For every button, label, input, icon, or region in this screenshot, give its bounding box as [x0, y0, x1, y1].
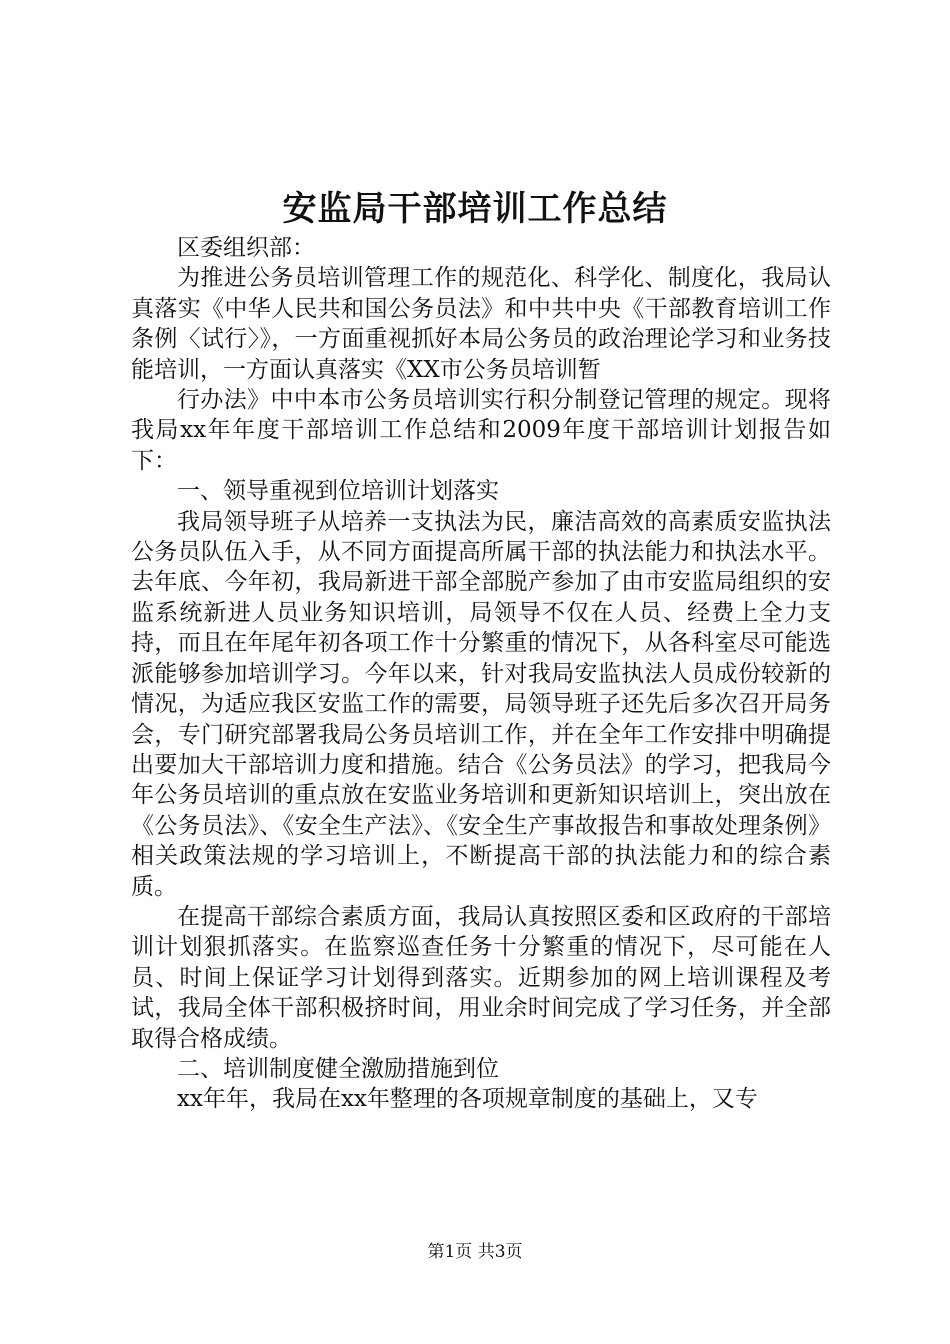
paragraph: 在提高干部综合素质方面，我局认真按照区委和区政府的干部培训计划狠抓落实。在监察巡查任务十分繁重的情况下，尽可能在人员、时间上保证学习计划得到落实。近期参加的网上培训课程及考试，我局全体干部积极挤时间，用业余时间完成了学习任务，并全部取得合格成绩。 [131, 903, 831, 1052]
paragraph: 为推进公务员培训管理工作的规范化、科学化、制度化，我局认真落实《中华人民共和国公务员法》和中共中央《干部教育培训工作条例〈试行〉》，一方面重视抓好本局公务员的政治理论学习和业务技能培训，一方面认真落实《XX市公务员培训暂 [131, 265, 831, 383]
addressee: 区委组织部： [177, 235, 315, 261]
section-heading: 一、领导重视到位培训计划落实 [177, 478, 499, 505]
paragraph: 我局领导班子从培养一支执法为民，廉洁高效的高素质安监执法公务员队伍入手，从不同方面提高所属干部的执法能力和执法水平。去年底、今年初，我局新进干部全部脱产参加了由市安监局组织的安监系统新进人员业务知识培训，局领导不仅在人员、经费上全力支持，而且在年尾年初各项工作十分繁重的情况下，从各科室尽可能选派能够参加培训学习。今年以来，针对我局安监执法人员成份较新的情况，为适应我区安监工作的需要，局领导班子还先后多次召开局务会，专门研究部署我局公务员培训工作，并在全年工作安排中明确提出要加大干部培训力度和措施。结合《公务员法》的学习，把我局今年公务员培训的重点放在安监业务培训和更新知识培训上，突出放在《公务员法》、《安全生产法》、《安全生产事故报告和事故处理条例》相关政策法规的学习培训上，不断提高干部的执法能力和的综合素质。 [131, 508, 831, 900]
document-body [131, 233, 831, 1115]
section-heading: 二、培训制度健全激励措施到位 [177, 1055, 499, 1082]
paragraph: xx年年，我局在xx年整理的各项规章制度的基础上，又专 [177, 1086, 758, 1113]
document-title: 安监局干部培训工作总结 [282, 189, 668, 229]
page-number-footer: 第1页 共3页 [427, 1242, 523, 1262]
paragraph: 行办法》中中本市公务员培训实行积分制登记管理的规定。现将我局xx年年度干部培训工作总结和2009年度干部培训计划报告如下： [131, 387, 831, 474]
